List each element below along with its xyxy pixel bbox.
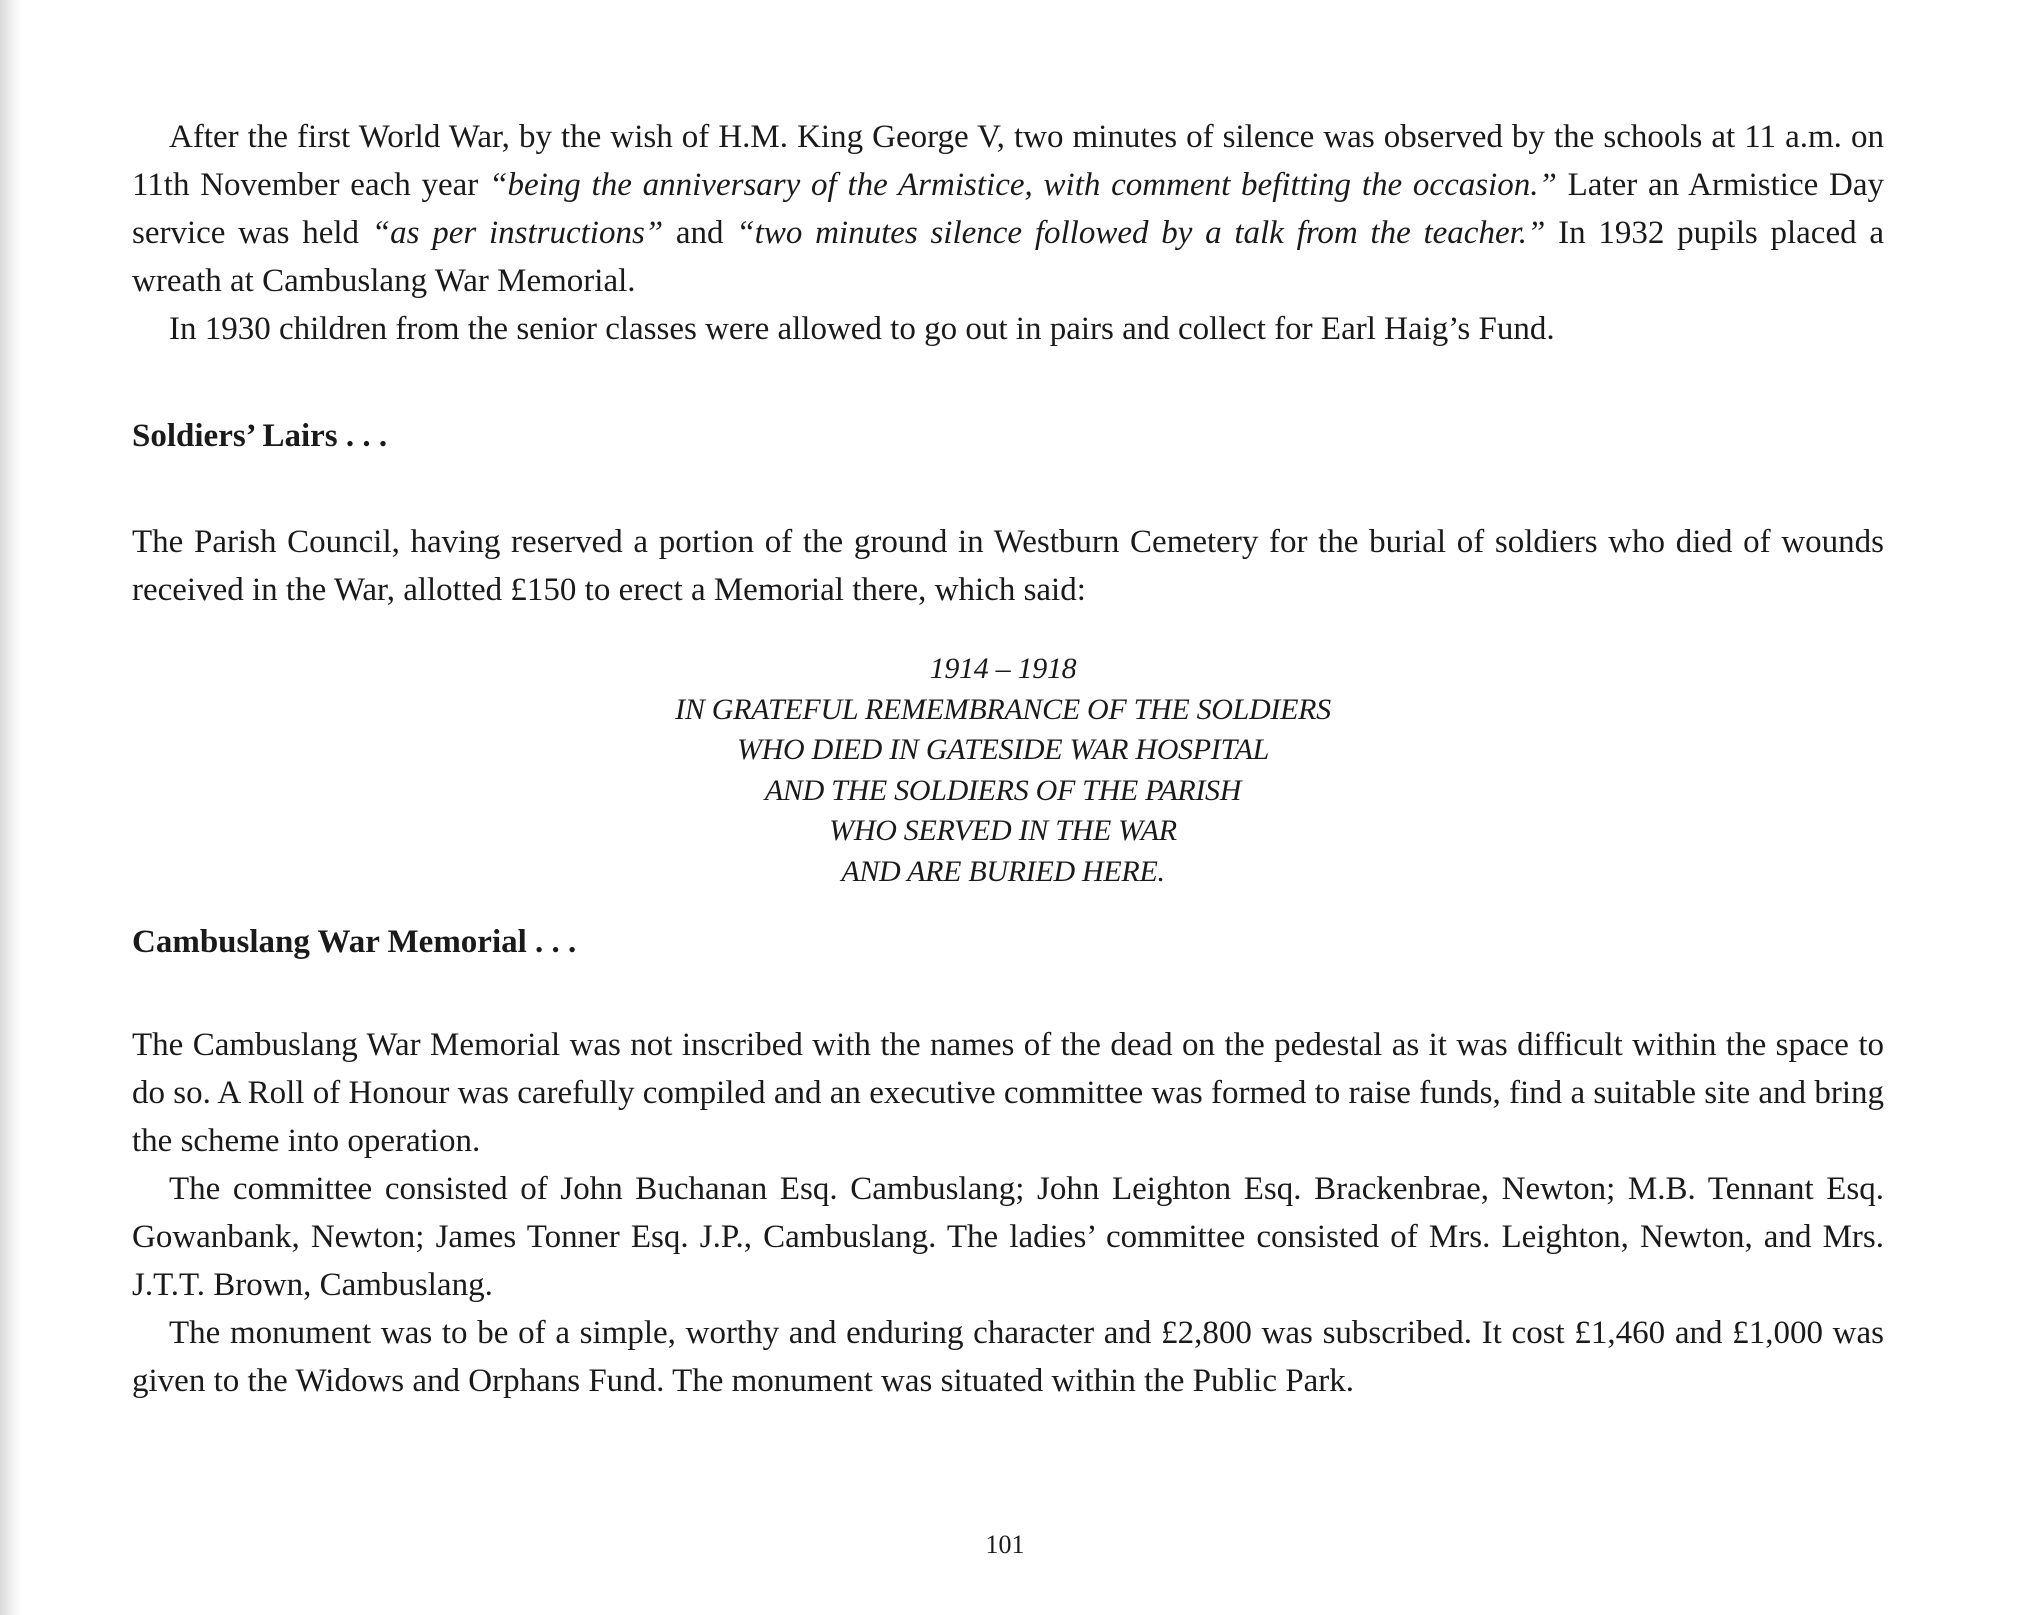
inscription-line: IN GRATEFUL REMEMBRANCE OF THE SOLDIERS <box>675 692 1331 726</box>
earl-haig-paragraph: In 1930 children from the senior classes were allowed to go out in pairs and collect for Earl Haig’s Fund. <box>169 311 1555 347</box>
soldiers-lairs-section <box>132 518 1884 614</box>
inscription-line: AND ARE BURIED HERE. <box>841 854 1165 888</box>
armistice-quote-2: “as per instructions” <box>371 215 664 251</box>
page-number: 101 <box>985 1530 1025 1559</box>
inscription-line: WHO SERVED IN THE WAR <box>829 814 1177 848</box>
inscription-line: 1914 – 1918 <box>929 652 1077 685</box>
armistice-text-4: In 1932 pupils placed a wreath at Cambuslang War Memorial. <box>132 215 1884 299</box>
parish-council-paragraph: The Parish Council, having reserved a portion of the ground in Westburn Cemetery for the burial of soldiers who died of wounds received in the War, allotted £150 to erect a Memorial there, which said: <box>132 524 1884 608</box>
memorial-inscription <box>0 649 2006 893</box>
cambuslang-memorial-section <box>132 1021 1884 1405</box>
inscription-line: WHO DIED IN GATESIDE WAR HOSPITAL <box>736 733 1270 767</box>
inscription-line: AND THE SOLDIERS OF THE PARISH <box>764 773 1242 807</box>
armistice-text-3: and <box>663 215 737 251</box>
cambuslang-memorial-heading: Cambuslang War Memorial . . . <box>132 924 577 960</box>
memorial-paragraph-2: The committee consisted of John Buchanan Esq. Cambuslang; John Leighton Esq. Brackenbrae, Newton; M.B. Tennant Esq. Gowanbank, Newton; James Tonner Esq. J.P., Cambuslang. The ladies’ committee consisted of Mrs. Leighton, Newton, and Mrs. J.T.T. Brown, Cambuslang. <box>132 1171 1884 1303</box>
armistice-quote-1: “being the anniversary of the Armistice, with comment befitting the occasion.” <box>489 167 1557 203</box>
armistice-paragraph <box>132 113 1884 305</box>
intro-section <box>132 113 1884 353</box>
memorial-paragraph-1: The Cambuslang War Memorial was not inscribed with the names of the dead on the pedestal as it was difficult within the space to do so. A Roll of Honour was carefully compiled and an executive committee was formed to raise funds, find a suitable site and bring the scheme into operation. <box>132 1027 1884 1159</box>
armistice-text-1: After the first World War, by the wish of H.M. King George V, two minutes of silence was observed by the schools at 11 a.m. on 11th November each year <box>132 119 1884 203</box>
memorial-paragraph-3: The monument was to be of a simple, worthy and enduring character and £2,800 was subscribed. It cost £1,460 and £1,000 was given to the Widows and Orphans Fund. The monument was situated within the Public Park. <box>132 1315 1884 1399</box>
soldiers-lairs-heading: Soldiers’ Lairs . . . <box>132 418 388 454</box>
armistice-text-2: Later an Armistice Day service was held <box>132 167 1885 251</box>
armistice-quote-3: “two minutes silence followed by a talk from the teacher.” <box>736 215 1546 251</box>
